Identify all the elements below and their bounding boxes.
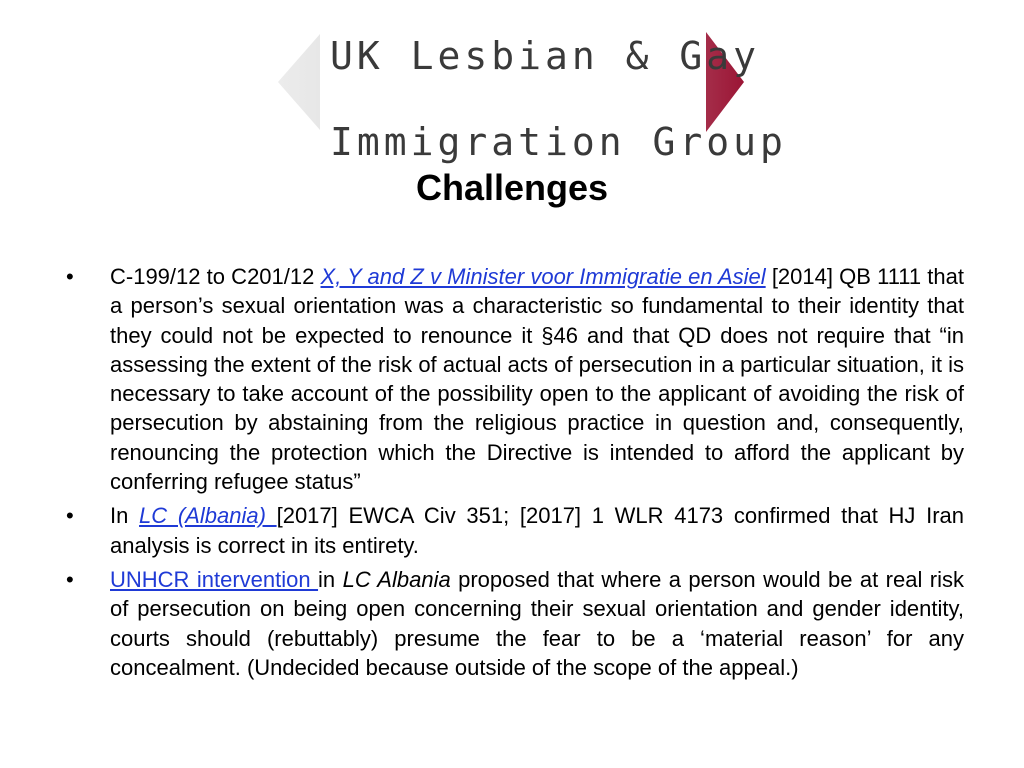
bullet-text: proposed that where a person would be at real risk of persecution on being open concerning their sexual orientation and gender identity, courts should (rebuttably) presume the fear to be a ‘material reason’ for any concealment. (Undecided because outside of the scope of the appeal.) — [110, 566, 964, 680]
bullet-dot: • — [66, 566, 74, 592]
logo — [278, 18, 787, 164]
case-link-xyz[interactable]: X, Y and Z v Minister voor Immigratie en Asiel — [320, 264, 766, 289]
bullet-text: in — [318, 566, 343, 592]
unhcr-intervention-link[interactable]: UNHCR intervention — [110, 566, 319, 592]
bullet-dot: • — [66, 503, 74, 529]
page-title: Challenges — [415, 167, 609, 208]
case-link-lc-albania[interactable]: LC (Albania) — [139, 503, 277, 529]
bullet-item — [66, 565, 964, 682]
bullet-text: [2014] QB 1111 that a person’s sexual orientation was a characteristic so fundamental to their identity that they could not be expected to renounce it §46 and that QD does not require that “in assessing the extent of the risk of actual acts of persecution in a particular situation, it is necessary to take account of the possibility open to the applicant of avoiding the risk of persecution by abstaining from the religious practice in question and, consequently, renouncing the protection which the Directive is intended to afford the applicant by conferring refugee status” — [110, 264, 965, 495]
bullet-item — [66, 501, 964, 560]
case-name-italic: LC Albania — [342, 566, 451, 592]
bullet-list — [66, 262, 964, 682]
logo-line2: Immigration Group — [330, 120, 787, 164]
bullet-item — [66, 262, 964, 496]
bullet-dot: • — [66, 264, 74, 289]
bullet-text: [2017] EWCA Civ 351; [2017] 1 WLR 4173 confirmed that HJ Iran analysis is correct in its entirety. — [110, 503, 965, 558]
logo-line1: UK Lesbian & Gay — [330, 34, 761, 78]
bullet-text: In — [110, 503, 140, 529]
bullet-text: C-199/12 to C201/12 — [110, 264, 321, 289]
